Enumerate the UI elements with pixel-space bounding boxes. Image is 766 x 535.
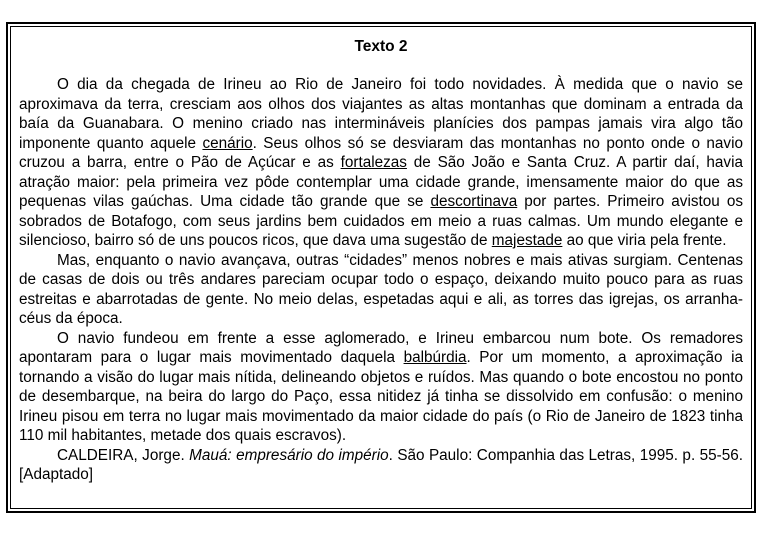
underlined-term: cenário — [202, 134, 253, 152]
text-run: por partes. Primeiro avistou os sobrados de Botafogo, com seus jardins bem cuidados em meio a ruas calmas. Um mundo elegante e silencioso, bairro só de uns poucos ricos, que dava uma sugestão de — [19, 193, 743, 249]
text-run: ao que viria pela frente. — [562, 232, 727, 249]
text-run: . Por um momento, a aproximação ia tornando a visão do lugar mais nítida, delineando objetos e ruídos. Mas quando o bote encostou no ponto de desembarque, na beira do largo do Paço, essa nitidez já tinha se dissolvido em confusão: o menino Irineu pisou em terra no lugar mais movimentado da maior cidade do país (o Rio de Janeiro de 1823 tinha 110 mil habitantes, metade dos quais escravos). — [19, 349, 743, 444]
underlined-term: majestade — [491, 232, 563, 249]
text-run: . São Paulo: Companhia das Letras, 1995. p. 55-56. [Adaptado] — [19, 446, 743, 483]
text-run: de São João e Santa Cruz. A partir daí, havia atração maior: pela primeira vez pôde contemplar uma cidade grande, imensamente maior do que as pequenas vilas gaúchas. Uma cidade tão grande que se — [19, 154, 743, 210]
citation — [19, 446, 743, 485]
italic-title: Mauá: empresário do império — [189, 446, 389, 464]
paragraph-3 — [19, 329, 743, 446]
text-run: O dia da chegada de Irineu ao Rio de Janeiro foi todo novidades. À medida que o navio se aproximava da terra, cresciam aos olhos dos viajantes as altas montanhas que dominam a entrada da baía da Guanabara. O menino criado nas intermináveis planícies dos pampas jamais vira algo tão imponente quanto aquele — [19, 76, 743, 152]
text-box-frame — [6, 22, 756, 513]
underlined-term: fortalezas — [340, 154, 407, 171]
text-title: Texto 2 — [354, 38, 408, 55]
text-run: CALDEIRA, Jorge. — [57, 446, 190, 464]
underlined-term: descortinava — [430, 193, 518, 210]
text-run: . Seus olhos só se desviaram das montanhas no ponto onde o navio cruzou a barra, entre o Pão de Açúcar e as — [19, 134, 743, 171]
underlined-term: balbúrdia — [403, 349, 467, 366]
text-body — [19, 75, 743, 485]
text-run: Mas, enquanto o navio avançava, outras “cidades” menos nobres e mais ativas surgiam. Centenas de casas de dois ou três andares pareciam ocupar todo o espaço, deixando muito pouco para as ruas estreitas e abarrotadas de gente. No meio delas, espetadas aqui e ali, as torres das igrejas, os arranha-céus da época. — [19, 251, 743, 327]
text-run: O navio fundeou em frente a esse aglomerado, e Irineu embarcou num bote. Os remadores apontaram para o lugar mais movimentado daquela — [19, 329, 743, 366]
text-box-inner-frame — [10, 26, 752, 509]
paragraph-1 — [19, 75, 743, 251]
paragraph-2 — [19, 251, 743, 329]
